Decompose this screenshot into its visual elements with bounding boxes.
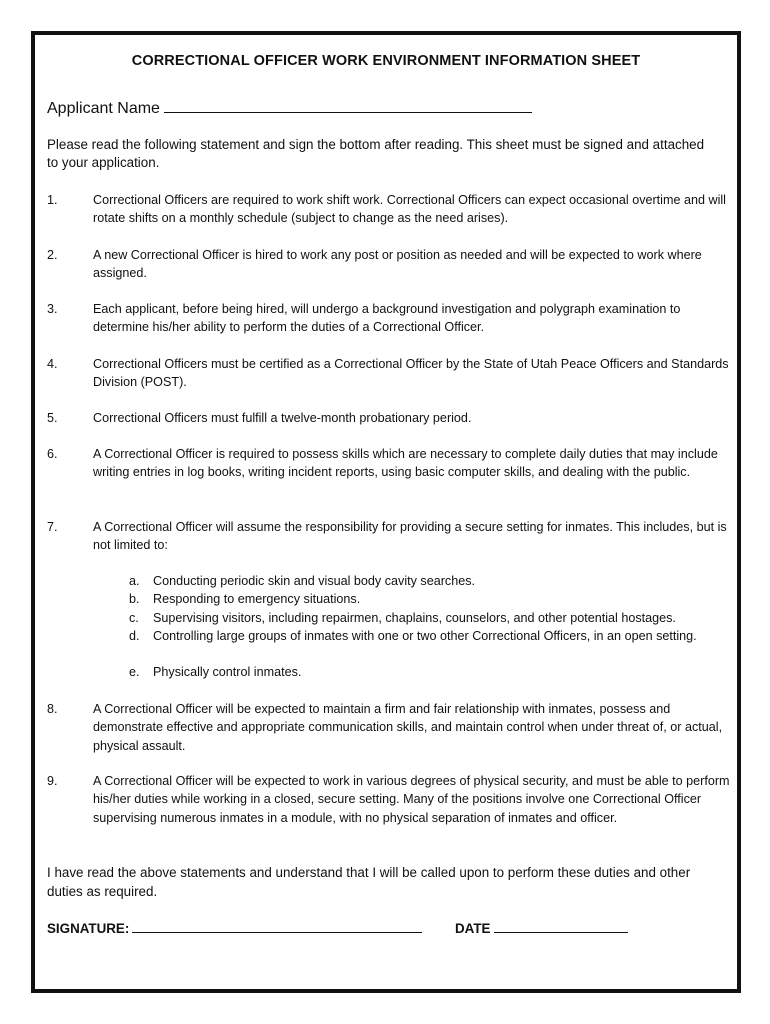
item-text: Correctional Officers must be certified as a Correctional Officer by the State of Utah Peace Officers and Standards Division (POST). [93, 357, 729, 390]
information-sheet-frame [31, 31, 741, 993]
applicant-name-label: Applicant Name [47, 100, 160, 117]
sub-item-letter: c. [129, 611, 139, 625]
item-text: A Correctional Officer will be expected to maintain a firm and fair relationship with inmates, possess and demonstrate effective and appropriate communication skills, and maintain control when under threat of, or actual, physical assault. [93, 702, 723, 753]
item-text: A Correctional Officer will assume the responsibility for providing a secure setting for inmates. This includes, but is not limited to: [93, 520, 727, 553]
item-text: Each applicant, before being hired, will undergo a background investigation and polygraph examination to determine his/her ability to perform the duties of a Correctional Officer. [93, 302, 681, 335]
sub-item-text: Conducting periodic skin and visual body cavity searches. [153, 574, 476, 588]
sub-item-text: Controlling large groups of inmates with one or two other Correctional Officers, in an open setting. [153, 629, 697, 643]
sub-item-text: Physically control inmates. [153, 665, 302, 679]
signature-label: SIGNATURE: [47, 921, 130, 936]
date-label: DATE [455, 921, 491, 936]
acknowledgement-paragraph: I have read the above statements and understand that I will be called upon to perform these duties and other duties as required. [47, 865, 691, 899]
item-number: 1. [47, 193, 58, 207]
page-title: CORRECTIONAL OFFICER WORK ENVIRONMENT INFORMATION SHEET [131, 53, 641, 69]
item-number: 7. [47, 520, 58, 534]
item-number: 8. [47, 702, 58, 716]
sub-item-letter: a. [129, 574, 140, 588]
applicant-name-field[interactable] [164, 96, 532, 113]
sub-item-letter: e. [129, 665, 140, 679]
item-number: 4. [47, 357, 58, 371]
date-field[interactable] [494, 919, 628, 933]
sub-item-text: Responding to emergency situations. [153, 592, 361, 606]
item-text: A Correctional Officer will be expected to work in various degrees of physical security, and must be able to perform his/her duties while working in a closed, secure setting. Many of the positions involve one Correctional Officer supervising numerous inmates in a module, with no physical separation of inmates and officer. [93, 774, 730, 825]
item-text: Correctional Officers are required to work shift work. Correctional Officers can expect occasional overtime and will rotate shifts on a monthly schedule (subject to change as the need arises). [93, 193, 726, 226]
intro-paragraph: Please read the following statement and sign the bottom after reading. This sheet must be signed and attached to your application. [47, 137, 705, 171]
item-number: 6. [47, 447, 58, 461]
item-text: Correctional Officers must fulfill a twelve-month probationary period. [93, 411, 472, 425]
applicant-name-row [47, 96, 532, 118]
date-group [455, 919, 628, 936]
sub-item-text: Supervising visitors, including repairmen, chaplains, counselors, and other potential hostages. [153, 611, 676, 625]
item-number: 2. [47, 248, 58, 262]
item-number: 9. [47, 774, 58, 788]
sub-item-letter: d. [129, 629, 140, 643]
sub-item-letter: b. [129, 592, 140, 606]
item-text: A new Correctional Officer is hired to work any post or position as needed and will be expected to work where assigned. [93, 248, 702, 281]
item-number: 5. [47, 411, 58, 425]
item-number: 3. [47, 302, 58, 316]
item-text: A Correctional Officer is required to possess skills which are necessary to complete daily duties that may include writing entries in log books, writing incident reports, using basic computer skills, and dealing with the public. [93, 447, 718, 480]
signature-row [47, 919, 727, 936]
signature-field[interactable] [132, 919, 422, 933]
